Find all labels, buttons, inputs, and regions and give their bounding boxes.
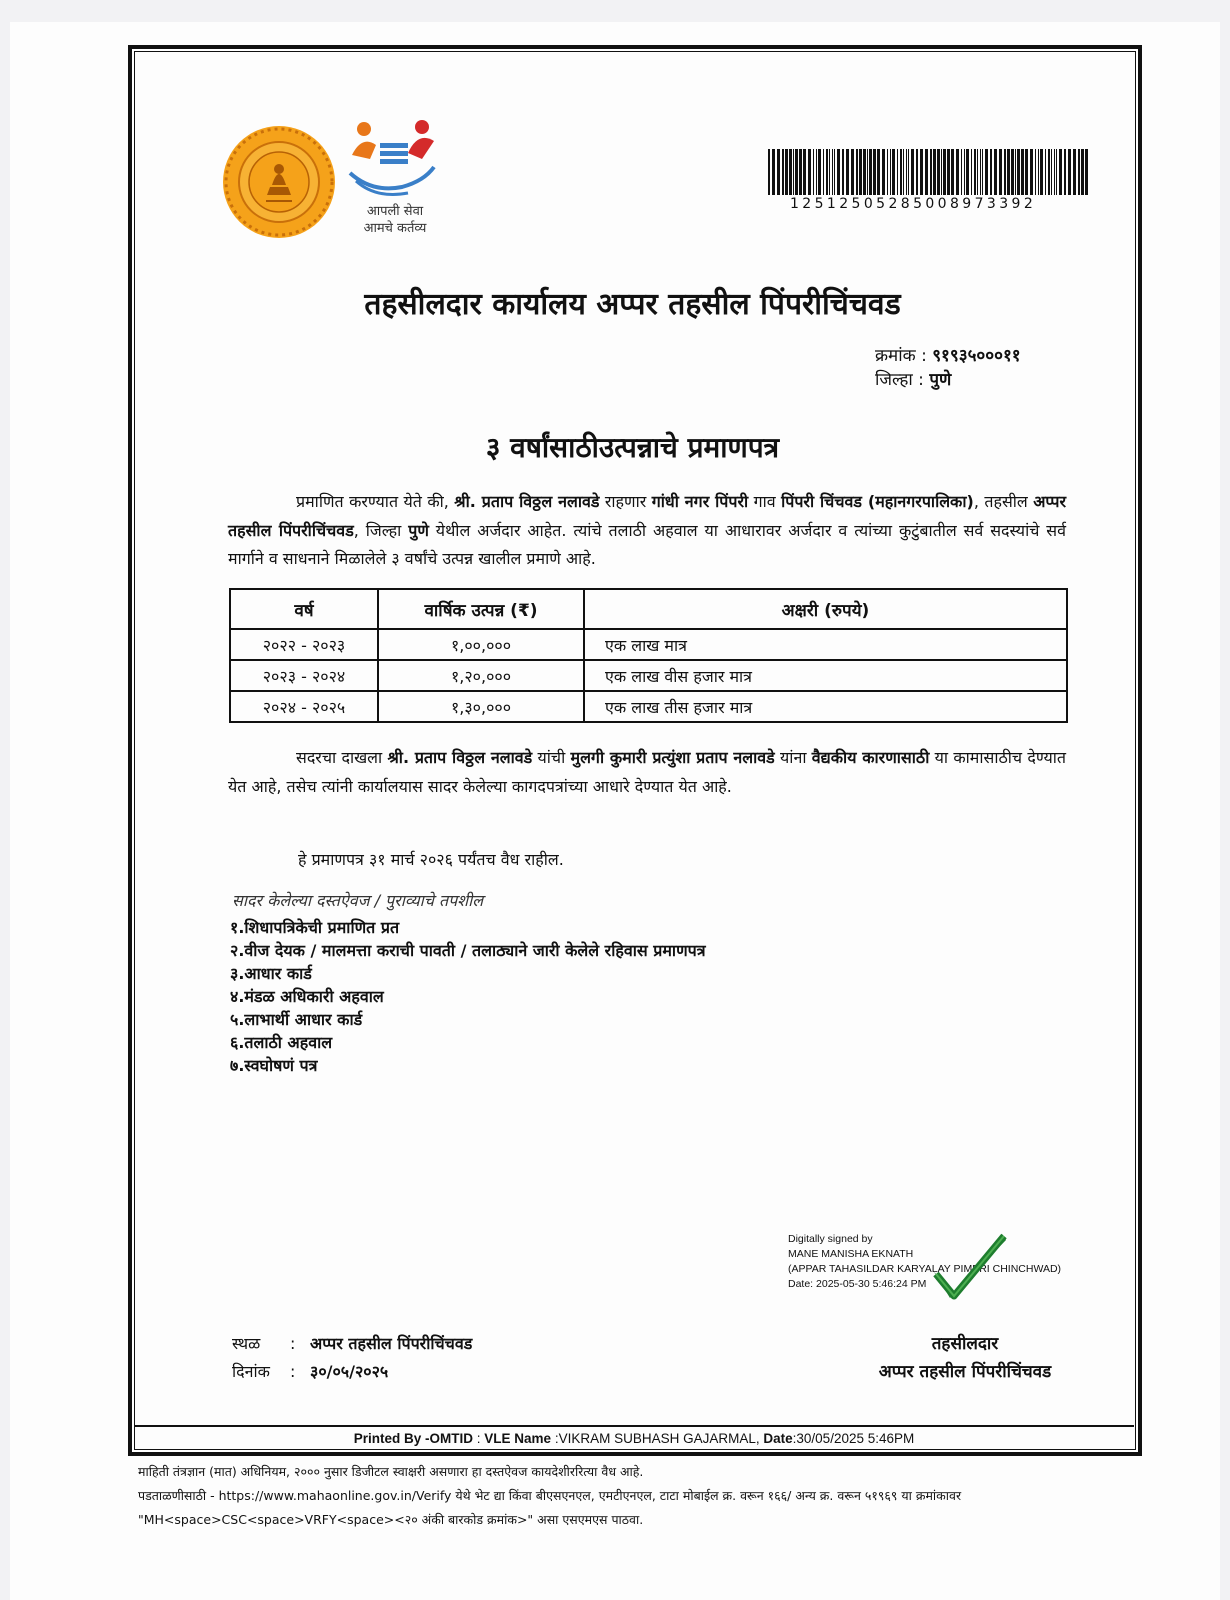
barcode-bar [903, 149, 904, 195]
applicant-district: पुणे [408, 520, 429, 540]
barcode-bar [911, 149, 914, 195]
barcode-bar [826, 149, 828, 195]
barcode-bar [823, 149, 824, 195]
list-item: २.वीज देयक / मालमत्ता कराची पावती / तलाठ्याने जारी केलेले रहिवास प्रमाणपत्र [230, 941, 706, 960]
barcode-bar [1015, 149, 1016, 195]
barcode-bar [1004, 149, 1006, 195]
year-cell: २०२४ - २०२५ [230, 691, 378, 722]
barcode-bar [1056, 149, 1057, 195]
barcode-bar [985, 149, 988, 195]
barcode-bar [816, 149, 817, 195]
barcode-bar [900, 149, 902, 195]
divider [134, 1425, 1134, 1427]
intro-paragraph [228, 488, 1066, 574]
applicant-tehsil: अप्पर तहसील पिंपरीचिंचवड [228, 492, 1066, 540]
barcode-bar [964, 149, 965, 195]
barcode-bar [842, 149, 844, 195]
barcode-bar [951, 149, 954, 195]
barcode-bar [890, 149, 891, 195]
issuing-officer [850, 1330, 1080, 1386]
barcode-bar [793, 149, 794, 195]
purpose-reason: वैद्यकीय कारणासाठी [811, 748, 930, 767]
barcode-bar [1035, 149, 1036, 195]
date-label: दिनांक [232, 1362, 270, 1381]
table-row [230, 629, 1067, 660]
logo-caption [350, 203, 440, 237]
barcode-bar [808, 149, 811, 195]
barcode-bar [971, 149, 972, 195]
barcode-bar [799, 149, 802, 195]
signature-line-1: Digitally signed by [788, 1233, 873, 1245]
amount-cell: १,००,००० [378, 629, 584, 660]
applicant-name: श्री. प्रताप विठ्ठल नलावडे [454, 492, 600, 511]
footer-legal-note: माहिती तंत्रज्ञान (मात) अधिनियम, २००० नुसार डिजीटल स्वाक्षरी असणारा हा दस्तऐवज कायदेशीररित्या वैध आहे. [138, 1464, 644, 1479]
barcode-bar [1078, 149, 1080, 195]
district-value: पुणे [929, 370, 952, 390]
barcode-bar [961, 149, 962, 195]
serial-value: ९१९३५०००११ [932, 346, 1021, 366]
barcode-bar [999, 149, 1002, 195]
barcode-bar [785, 149, 788, 195]
beneficiary-name: मुलगी कुमारी प्रत्युंशा प्रताप नलावडे [570, 748, 775, 767]
barcode-bar [1073, 149, 1076, 195]
words-cell: एक लाख तीस हजार मात्र [584, 691, 1067, 722]
signer-office: (APPAR TAHASILDAR KARYALAY PIMPRI CHINCHWAD) [788, 1263, 1062, 1275]
barcode-bar [829, 149, 830, 195]
barcode-bar [867, 149, 868, 195]
barcode-bar [1040, 149, 1043, 195]
barcode-bar [789, 149, 792, 195]
list-item: ३.आधार कार्ड [230, 964, 312, 983]
purpose-text-1: सदरचा दाखला [296, 748, 388, 767]
barcode-bar [925, 149, 928, 195]
barcode-bar [856, 149, 858, 195]
footer-verification-note: पडताळणीसाठी - https://www.mahaonline.gov.in/Verify येथे भेट द्या किंवा बीएसएनएल, एमटीएनएल, टाटा मोबाईल क्र. वरून १६६/ अन्य क्र. वरून ५१९६९ या क्रमांकावर [138, 1488, 962, 1503]
barcode-bar [882, 149, 885, 195]
barcode-bar [943, 149, 946, 195]
barcode-bar [966, 149, 969, 195]
list-item: ७.स्वघोषणं पत्र [230, 1056, 318, 1075]
validity-statement: हे प्रमाणपत्र ३१ मार्च २०२६ पर्यंतच वैध राहील. [298, 850, 564, 869]
barcode-bar [990, 149, 992, 195]
intro-text-2: राहणार [599, 492, 652, 511]
purpose-text-4: या कामासाठीच देण्यात येत आहे, तसेच त्यांनी कार्यालयास सादर केलेल्या कागदपत्रांच्या आधारे देण्यात येत आहे. [228, 748, 1066, 796]
barcode-bar [877, 149, 880, 195]
barcode-bar [941, 149, 942, 195]
aaple-sarkar-logo-icon [342, 115, 442, 205]
barcode-bar [795, 149, 798, 195]
col-year-header: वर्ष [230, 589, 378, 629]
barcode-bar [873, 149, 876, 195]
barcode-bar [863, 149, 866, 195]
words-cell: एक लाख मात्र [584, 629, 1067, 660]
list-item: ४.मंडळ अधिकारी अहवाल [230, 987, 384, 1006]
district-row [875, 368, 1021, 392]
digital-signature-block [788, 1232, 1061, 1292]
vle-label: VLE Name [484, 1431, 552, 1446]
barcode-bar [1085, 149, 1088, 195]
purpose-text-2: यांची [532, 748, 571, 767]
barcode-bar [1064, 149, 1066, 195]
barcode-bar [994, 149, 997, 195]
maharashtra-govt-seal-icon [222, 125, 336, 239]
intro-text-1: प्रमाणित करण्यात येते की, [296, 492, 455, 511]
col-amount-header: वार्षिक उत्पन्न (₹) [378, 589, 584, 629]
barcode-bar [1059, 149, 1062, 195]
office-title: तहसीलदार कार्यालय अप्पर तहसील पिंपरीचिंचवड [364, 287, 901, 322]
barcode-bar [930, 149, 932, 195]
income-table [229, 588, 1068, 723]
footer-sms-format: "MH<space>CSC<space>VRFY<space><२० अंकी बारकोड क्रमांक>" असा एसएमएस पाठवा. [138, 1512, 644, 1527]
documents-list [230, 916, 706, 1077]
officer-office: अप्पर तहसील पिंपरीचिंचवड [878, 1362, 1052, 1382]
place-value: अप्पर तहसील पिंपरीचिंचवड [310, 1334, 473, 1353]
place-colon: : [290, 1334, 296, 1353]
income-table-header [230, 589, 1067, 629]
barcode-bar [803, 149, 806, 195]
logo-caption-line-2: आमचे कर्तव्य [363, 221, 427, 236]
documents-heading: सादर केलेल्या दस्तऐवज / पुराव्याचे तपशील [232, 891, 484, 910]
barcode-bar [1021, 149, 1024, 195]
certificate-title: ३ वर्षांसाठीउत्पन्नाचे प्रमाणपत्र [485, 431, 780, 464]
barcode-bar [1007, 149, 1010, 195]
serial-number-row [875, 344, 1021, 368]
applicant-address: गांधी नगर पिंपरी [651, 492, 749, 511]
vle-name: :VIKRAM SUBHASH GAJARMAL, [554, 1431, 760, 1446]
barcode-bar [1081, 149, 1084, 195]
amount-cell: १,२०,००० [378, 660, 584, 691]
barcode-bar [980, 149, 981, 195]
barcode-bar [1048, 149, 1050, 195]
barcode-bar [977, 149, 978, 195]
printed-by-label: Printed By - [353, 1431, 430, 1446]
barcode-bar [982, 149, 983, 195]
barcode-bar [837, 149, 840, 195]
barcode-bar [906, 149, 907, 195]
barcode-bar [851, 149, 854, 195]
purpose-applicant-name: श्री. प्रताप विठ्ठल नलावडे [387, 748, 533, 767]
printed-by-line: Printed By -OMTID : VLE Name :VIKRAM SUBHASH GAJARMAL, Date:30/05/2025 5:46PM [353, 1431, 915, 1446]
table-row [230, 691, 1067, 722]
list-item: ६.तलाठी अहवाल [230, 1033, 333, 1052]
table-row [230, 660, 1067, 691]
list-item: ५.लाभार्थी आधार कार्ड [230, 1010, 363, 1029]
barcode-bar [1011, 149, 1014, 195]
barcode-bar [834, 149, 835, 195]
barcode-bar [1025, 149, 1028, 195]
intro-text-3: गाव [748, 492, 782, 511]
place-row [232, 1330, 472, 1358]
year-cell: २०२२ - २०२३ [230, 629, 378, 660]
barcode-bar [1038, 149, 1039, 195]
barcode-bar [933, 149, 936, 195]
barcode-bar [916, 149, 918, 195]
barcode-bar [897, 149, 898, 195]
barcode-bar [956, 149, 959, 195]
barcode-bar [908, 149, 909, 195]
purpose-text-3: यांना [774, 748, 812, 767]
year-cell: २०२३ - २०२४ [230, 660, 378, 691]
barcode-bar [1051, 149, 1052, 195]
district-label: जिल्हा : [875, 370, 924, 390]
barcode-bar [772, 149, 775, 195]
barcode-bar [859, 149, 862, 195]
barcode-bar [937, 149, 940, 195]
date-value: ३०/०५/२०२५ [310, 1362, 389, 1381]
signer-name: MANE MANISHA EKNATH [788, 1248, 914, 1260]
barcode-bar [974, 149, 976, 195]
print-date-value: :30/05/2025 5:46PM [792, 1431, 915, 1446]
barcode-bar [777, 149, 780, 195]
barcode-bar [832, 149, 833, 195]
barcode-bar [947, 149, 950, 195]
barcode-bar [1017, 149, 1020, 195]
barcode-bar [920, 149, 923, 195]
col-words-header: अक्षरी (रुपये) [584, 589, 1067, 629]
place-date-block [232, 1330, 472, 1386]
logo-caption-line-1: आपली सेवा [366, 204, 424, 219]
printed-by-operator: OMTID [429, 1431, 474, 1446]
date-colon: : [290, 1362, 296, 1381]
certificate-meta [875, 344, 1021, 392]
applicant-village: पिंपरी चिंचवड (महानगरपालिका) [781, 492, 974, 511]
date-row [232, 1358, 472, 1386]
barcode-number: 12512505285008973392 [790, 196, 1037, 212]
signature-date: Date: 2025-05-30 5:46:24 PM [788, 1278, 927, 1290]
words-cell: एक लाख वीस हजार मात्र [584, 660, 1067, 691]
officer-designation: तहसीलदार [931, 1334, 999, 1354]
green-check-icon [930, 1232, 1010, 1312]
list-item: १.शिधापत्रिकेची प्रमाणित प्रत [230, 918, 400, 937]
barcode [766, 149, 1092, 195]
intro-text-4: , तहसील [973, 492, 1034, 511]
serial-label: क्रमांक : [875, 346, 927, 366]
purpose-paragraph [228, 744, 1066, 801]
barcode-bar [1030, 149, 1033, 195]
barcode-bar [846, 149, 849, 195]
barcode-bar [887, 149, 888, 195]
barcode-bar [1045, 149, 1046, 195]
intro-text-6: येथील अर्जदार आहेत. त्यांचे तलाठी अहवाल या आधारावर अर्जदार व त्यांच्या कुटुंबातील सर्व सदस्यांचे सर्व मार्गाने व साधनाने मिळालेले ३ वर्षांचे उत्पन्न खालील प्रमाणे आहे. [228, 520, 1066, 568]
amount-cell: १,३०,००० [378, 691, 584, 722]
barcode-bar [892, 149, 895, 195]
barcode-bar [813, 149, 814, 195]
barcode-bar [768, 149, 770, 195]
barcode-bar [1068, 149, 1071, 195]
print-date-label: Date [763, 1431, 793, 1446]
intro-text-5: , जिल्हा [353, 520, 409, 540]
barcode-bar [782, 149, 784, 195]
place-label: स्थळ [232, 1334, 261, 1353]
barcode-bar [869, 149, 872, 195]
barcode-bar [818, 149, 821, 195]
barcode-bar [1054, 149, 1055, 195]
